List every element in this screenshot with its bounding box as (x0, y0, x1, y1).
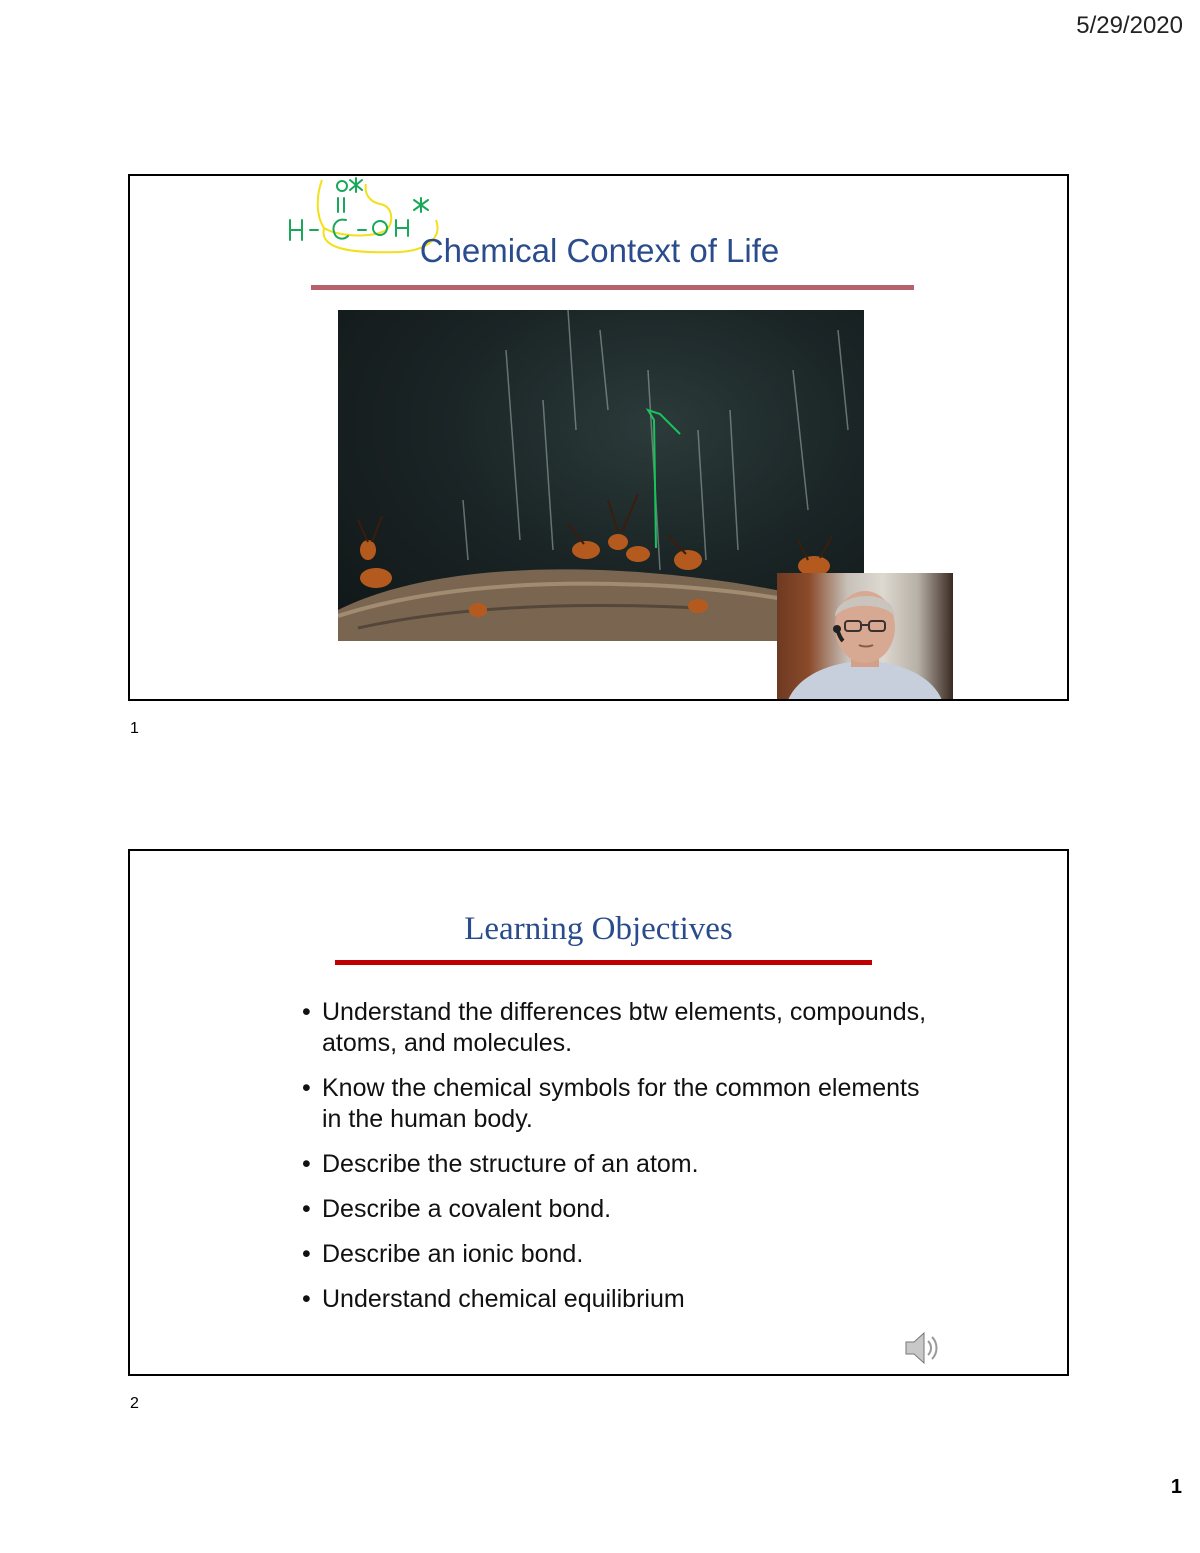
presenter-webcam (777, 573, 953, 701)
list-item: • Understand chemical equilibrium (302, 1285, 685, 1313)
list-item: • Describe the structure of an atom. (302, 1150, 699, 1178)
speaker-icon[interactable] (902, 1329, 942, 1367)
title-underline (311, 285, 914, 290)
print-date: 5/29/2020 (1076, 12, 1183, 39)
page-number: 1 (1170, 1476, 1182, 1498)
slide-1-title: Chemical Context of Life (419, 232, 780, 269)
objectives-list (302, 997, 942, 1329)
list-item: • Know the chemical symbols for the common elements in the human body. (302, 1074, 920, 1133)
slide-2-number: 2 (130, 1395, 139, 1412)
list-item: • Describe a covalent bond. (302, 1195, 612, 1223)
title-underline (335, 960, 872, 965)
slide-2-title: Learning Objectives (464, 911, 733, 947)
slide-2 (128, 849, 1069, 1376)
list-item: • Understand the differences btw elements, compounds, atoms, and molecules. (302, 998, 927, 1057)
list-item: • Describe an ionic bond. (302, 1240, 584, 1268)
slide-1-number: 1 (130, 720, 139, 737)
slide-1 (128, 174, 1069, 701)
